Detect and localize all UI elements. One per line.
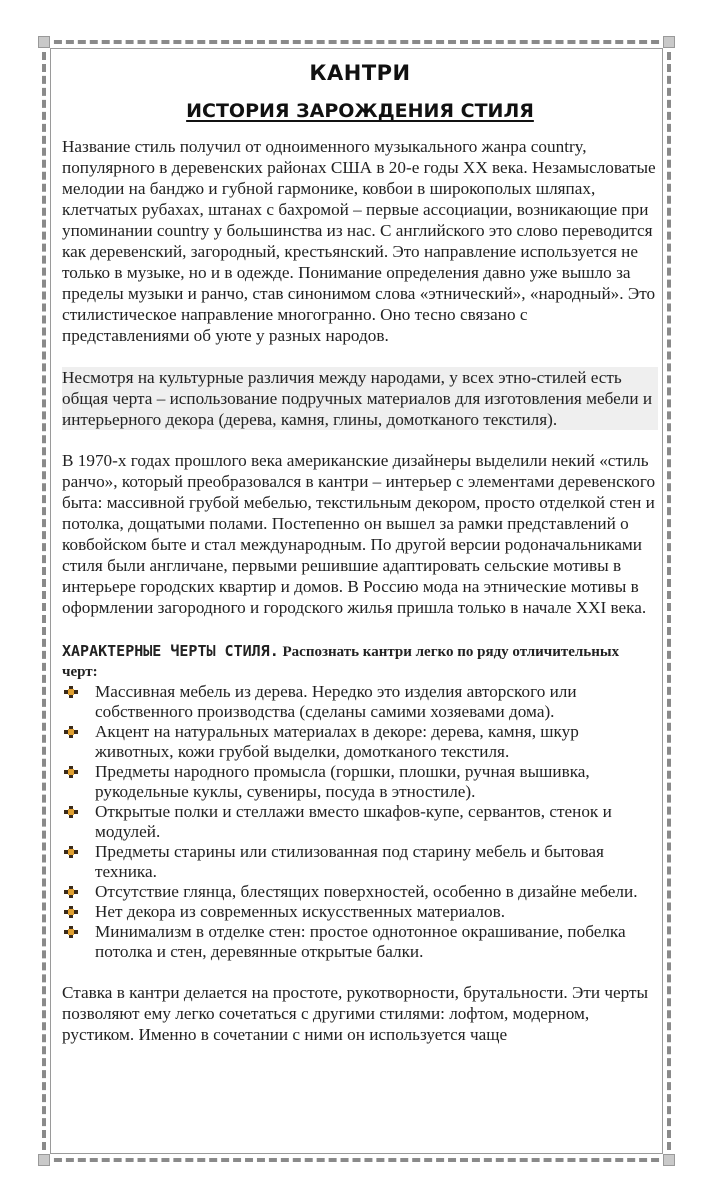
bullet-cross-icon [64,846,78,858]
list-item-text: Нет декора из современных искусственных материалов. [95,902,506,921]
list-item-text: Отсутствие глянца, блестящих поверхностей, особенно в дизайне мебели. [95,882,638,901]
corner-ornament [38,36,50,48]
section-subtitle: ИСТОРИЯ ЗАРОЖДЕНИЯ СТИЛЯ [186,100,534,122]
list-item-text: Предметы старины или стилизованная под старину мебель и бытовая техника. [95,842,604,881]
list-item [62,882,658,902]
list-item [62,902,658,922]
list-item [62,842,658,882]
corner-ornament [663,1154,675,1166]
features-list [62,682,658,962]
list-item [62,922,658,962]
document-body [62,60,658,1150]
page-title: КАНТРИ [309,61,411,85]
features-heading [62,641,658,682]
list-item [62,682,658,722]
bullet-cross-icon [64,906,78,918]
intro-paragraph: Название стиль получил от одноименного музыкального жанра country, популярного в деревенских районах США в 20-е годы XX века. Незамысловатые мелодии на банджо и губной гармонике, ковбои в широкополых шляпах, клетчатых рубахах, штанах с бахромой – первые ассоциации, возникающие при упоминании country у большинства из нас. С английского это слово переводится как деревенский, загородный, крестьянский. Это направление используется не только в музыке, но и в одежде. Понимание определения давно уже вышло за пределы музыки и ранчо, став синонимом слова «этнический», «народный». Это стилистическое направление многогранно. Оно тесно связано с представлениями об уюте у разных народов. [62,137,656,345]
bullet-cross-icon [64,886,78,898]
list-item-text: Открытые полки и стеллажи вместо шкафов-купе, сервантов, стенок и модулей. [95,802,612,841]
highlighted-paragraph: Несмотря на культурные различия между народами, у всех этно-стилей есть общая черта – использование подручных материалов для изготовления мебели и интерьерного декора (дерева, камня, глины, домотканого текстиля). [62,367,658,430]
bullet-cross-icon [64,686,78,698]
closing-paragraph: Ставка в кантри делается на простоте, рукотворности, брутальности. Эти черты позволяют ему легко сочетаться с другими стилями: лофтом, модерном, рустиком. Именно в сочетании с ними он используется чаще [62,983,649,1044]
features-label: ХАРАКТЕРНЫЕ ЧЕРТЫ СТИЛЯ. [62,642,279,660]
list-item [62,722,658,762]
list-item-text: Предметы народного промысла (горшки, плошки, ручная вышивка, рукодельные куклы, сувениры, посуда в этностиле). [95,762,590,801]
list-item-text: Минимализм в отделке стен: простое однотонное окрашивание, побелка потолка и стен, деревянные открытые балки. [95,922,626,961]
list-item [62,762,658,802]
bullet-cross-icon [64,766,78,778]
list-item-text: Акцент на натуральных материалах в декоре: дерева, камня, шкур животных, кожи грубой выделки, домотканого текстиля. [95,722,579,761]
corner-ornament [38,1154,50,1166]
list-item [62,802,658,842]
bullet-cross-icon [64,806,78,818]
history-paragraph: В 1970-х годах прошлого века американские дизайнеры выделили некий «стиль ранчо», который преобразовался в кантри – интерьер с элементами деревенского быта: массивной грубой мебелью, текстильным декором, просто отделкой стен и потолка, дощатыми полами. Постепенно он вышел за рамки представлений о ковбойском быте и стал международным. По другой версии родоначальниками стиля были англичане, первыми решившие адаптировать сельские мотивы в интерьере городских квартир и домов. В Россию мода на этнические мотивы в оформлении загородного и городского жилья пришла только в начале XXI века. [62,451,656,617]
list-item-text: Массивная мебель из дерева. Нередко это изделия авторского или собственного производства (сделаны самими хозяевами дома). [95,682,577,721]
bullet-cross-icon [64,726,78,738]
corner-ornament [663,36,675,48]
features-intro: Распознать кантри легко по ряду отличительных черт: [62,644,620,680]
bullet-cross-icon [64,926,78,938]
